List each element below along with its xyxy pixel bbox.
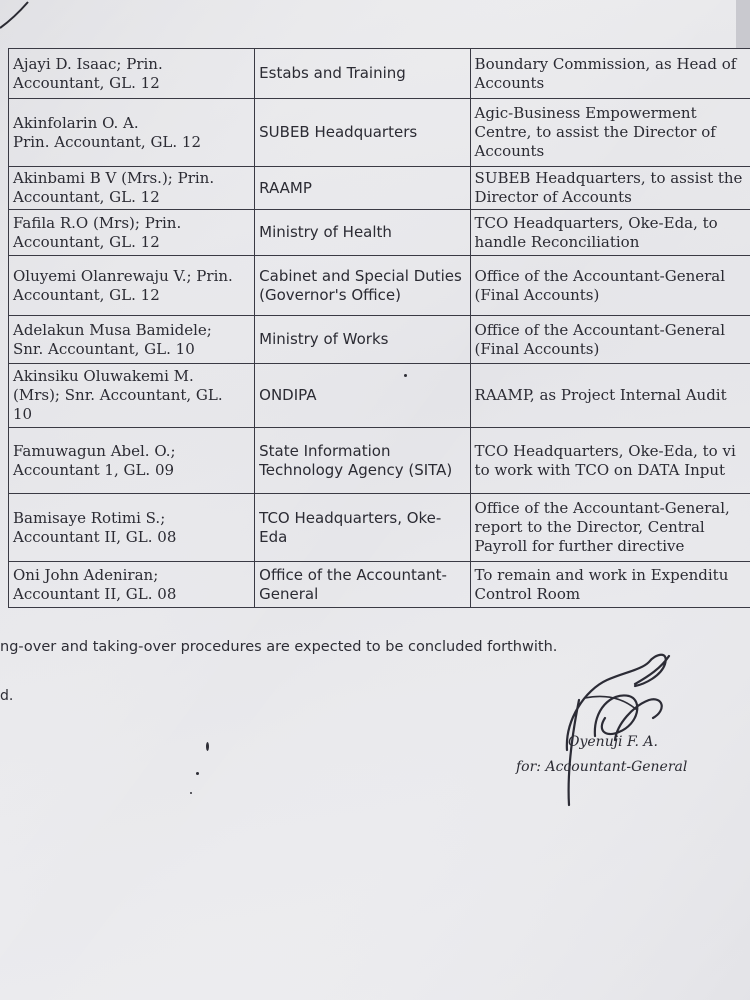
present-posting-cell: SUBEB Headquarters (255, 99, 470, 167)
table-row (9, 316, 750, 364)
present-posting-cell: Ministry of Health (255, 210, 470, 256)
officer-name-cell: Oluyemi Olanrewaju V.; Prin. Accountant, GL. 12 (9, 256, 255, 316)
present-posting-cell: Ministry of Works (255, 316, 470, 364)
new-posting-cell: TCO Headquarters, Oke-Eda, to handle Reconciliation (470, 210, 750, 256)
new-posting-cell: SUBEB Headquarters, to assist the Director of Accounts (470, 167, 750, 210)
present-posting-cell: Cabinet and Special Duties (Governor's Office) (255, 256, 470, 316)
officer-name-cell: Bamisaye Rotimi S.; Accountant II, GL. 08 (9, 494, 255, 562)
new-posting-cell: Agic-Business Empowerment Centre, to assist the Director of Accounts (470, 99, 750, 167)
officer-name-cell: Oni John Adeniran; Accountant II, GL. 08 (9, 562, 255, 608)
ink-speck (404, 374, 407, 377)
pen-stroke-mark (0, 0, 60, 30)
signatory-name: Oyenuji F. A. (568, 734, 658, 750)
table-row (9, 364, 750, 428)
present-posting-cell: Estabs and Training (255, 49, 470, 99)
officer-name-cell: Ajayi D. Isaac; Prin. Accountant, GL. 12 (9, 49, 255, 99)
table-row (9, 49, 750, 99)
officer-name-cell: Akinsiku Oluwakemi M. (Mrs); Snr. Accountant, GL. 10 (9, 364, 255, 428)
table-row (9, 99, 750, 167)
present-posting-cell: State Information Technology Agency (SITA) (255, 428, 470, 494)
present-posting-cell: ONDIPA (255, 364, 470, 428)
officer-name-cell: Akinfolarin O. A. Prin. Accountant, GL. 12 (9, 99, 255, 167)
ink-speck (190, 792, 192, 794)
officer-name-cell: Adelakun Musa Bamidele; Snr. Accountant, GL. 10 (9, 316, 255, 364)
handwritten-signature (545, 640, 675, 810)
new-posting-cell: TCO Headquarters, Oke-Eda, to vi to work with TCO on DATA Input (470, 428, 750, 494)
new-posting-cell: Office of the Accountant-General (Final Accounts) (470, 256, 750, 316)
closing-instruction: ng-over and taking-over procedures are expected to be concluded forthwith. (0, 639, 558, 655)
officer-name-cell: Akinbami B V (Mrs.); Prin. Accountant, GL. 12 (9, 167, 255, 210)
present-posting-cell: Office of the Accountant- General (255, 562, 470, 608)
table-row (9, 256, 750, 316)
new-posting-cell: Office of the Accountant-General, report to the Director, Central Payroll for further directive (470, 494, 750, 562)
table-row (9, 167, 750, 210)
present-posting-cell: TCO Headquarters, Oke- Eda (255, 494, 470, 562)
signatory-designation: for: Accountant-General (516, 759, 688, 775)
new-posting-cell: Boundary Commission, as Head of Accounts (470, 49, 750, 99)
postings-table (8, 48, 750, 608)
ink-speck (206, 742, 209, 751)
table-row (9, 428, 750, 494)
present-posting-cell: RAAMP (255, 167, 470, 210)
table-row (9, 210, 750, 256)
new-posting-cell: To remain and work in Expenditu Control Room (470, 562, 750, 608)
officer-name-cell: Fafila R.O (Mrs); Prin. Accountant, GL. 12 (9, 210, 255, 256)
table-row (9, 562, 750, 608)
truncated-text-fragment: d. (0, 688, 14, 704)
new-posting-cell: RAAMP, as Project Internal Audit (470, 364, 750, 428)
new-posting-cell: Office of the Accountant-General (Final Accounts) (470, 316, 750, 364)
table-row (9, 494, 750, 562)
ink-speck (196, 772, 199, 775)
officer-name-cell: Famuwagun Abel. O.; Accountant 1, GL. 09 (9, 428, 255, 494)
